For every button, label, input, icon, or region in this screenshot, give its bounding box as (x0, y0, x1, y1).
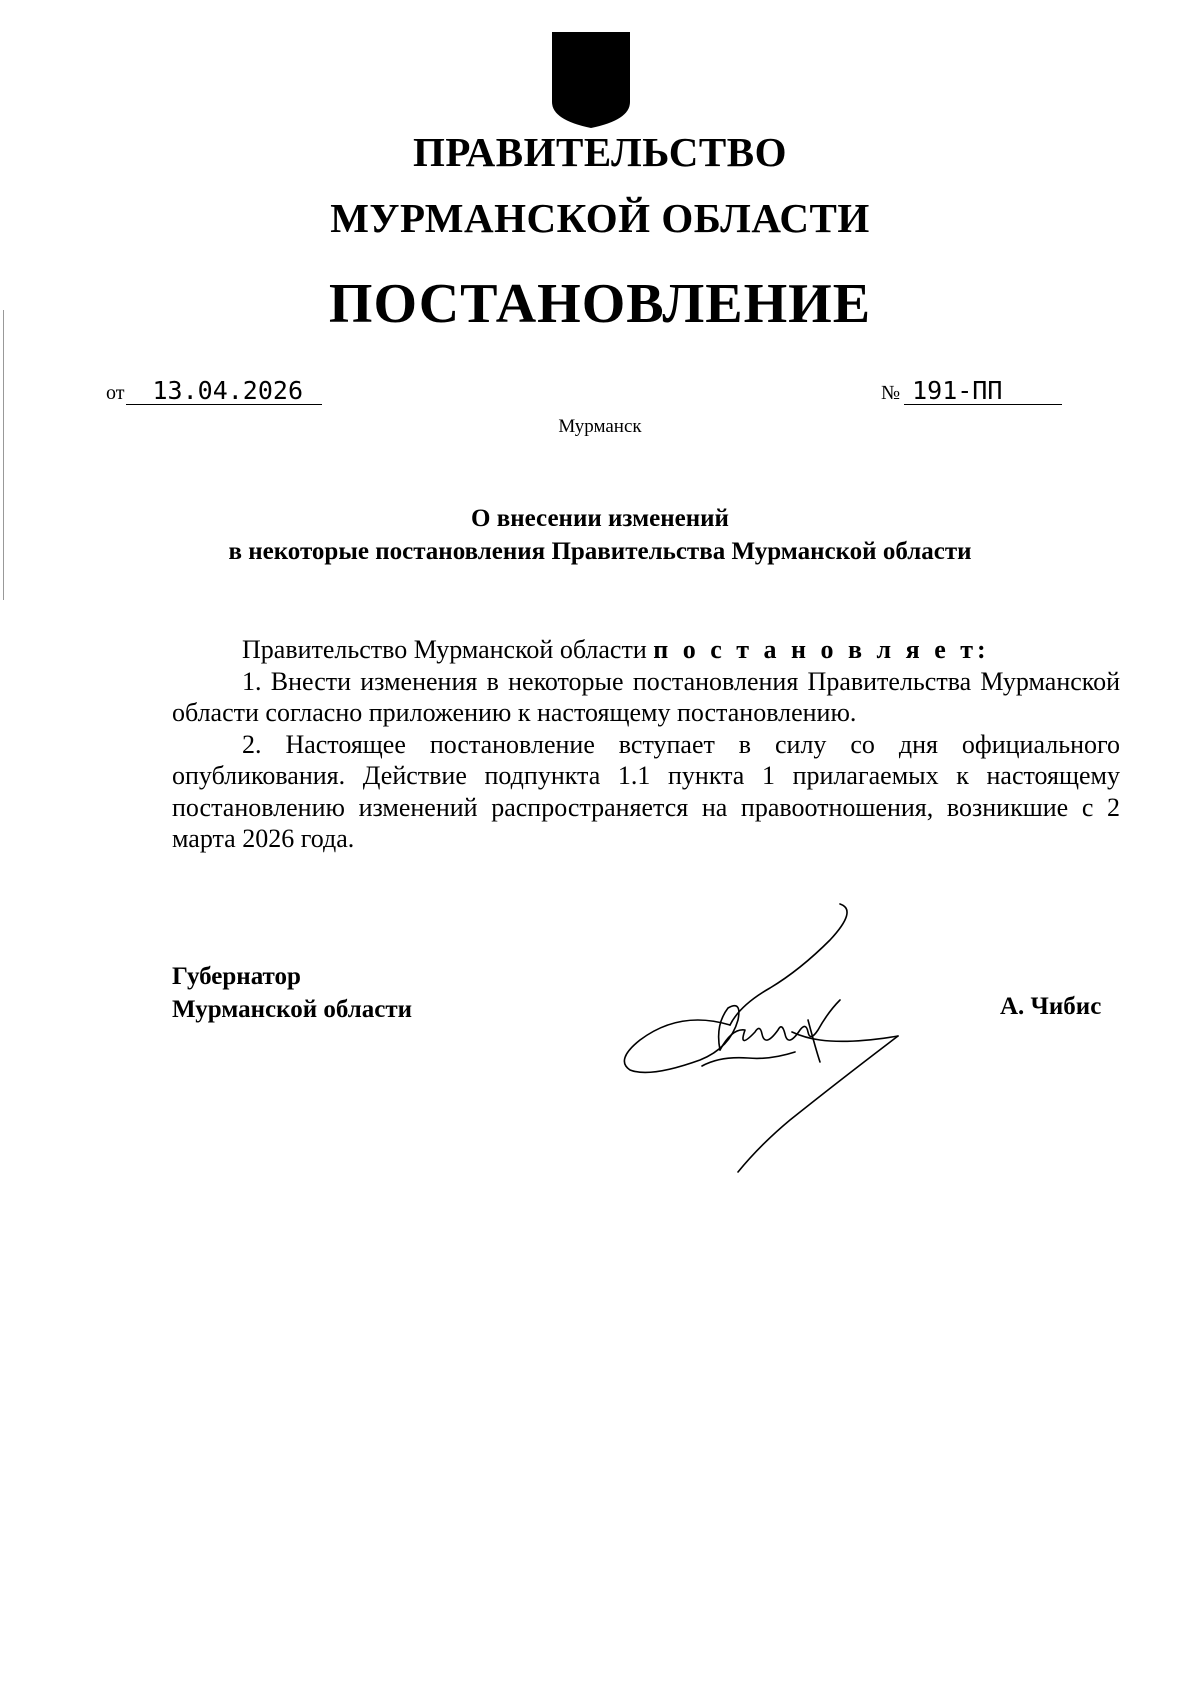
preamble (172, 634, 1120, 666)
number-value: 191-ПП (904, 378, 1062, 405)
clause-2: 2. Настоящее постановление вступает в силу со дня официального опубликования. Действие подпункта 1.1 пункта 1 прилагаемых к настоящему постановлению изменений распространяется на правоотношения, возникшие с 2 марта 2026 года. (172, 729, 1120, 853)
date-label: от (106, 382, 125, 404)
signatory-position-line2: Мурманской области (172, 996, 413, 1023)
organization-name-line1: ПРАВИТЕЛЬСТВО (412, 129, 788, 175)
document-title-line2: в некоторые постановления Правительства Мурманской области (228, 538, 972, 565)
document-title-line1: О внесении изменений (471, 505, 729, 532)
handwritten-signature (620, 900, 920, 1175)
preamble-verb: п о с т а н о в л я е т: (653, 635, 990, 664)
signatory-name: А. Чибис (1000, 993, 1102, 1020)
document-body (172, 634, 1120, 855)
signatory-position (172, 960, 412, 1026)
preamble-subject: Правительство Мурманской области (242, 635, 647, 664)
coat-of-arms-icon (550, 30, 632, 130)
issue-city: Мурманск (558, 416, 642, 437)
clause-1: 1. Внести изменения в некоторые постановления Правительства Мурманской области согласно приложению к настоящему постановлению. (172, 666, 1120, 727)
document-date (106, 378, 322, 405)
document-type: ПОСТАНОВЛЕНИЕ (328, 273, 872, 335)
signatory-position-line1: Губернатор (172, 963, 301, 990)
document-number (881, 378, 1062, 405)
number-label: № (881, 382, 901, 404)
date-value: 13.04.2026 (126, 378, 322, 405)
organization-name-line2: МУРМАНСКОЙ ОБЛАСТИ (330, 195, 870, 241)
